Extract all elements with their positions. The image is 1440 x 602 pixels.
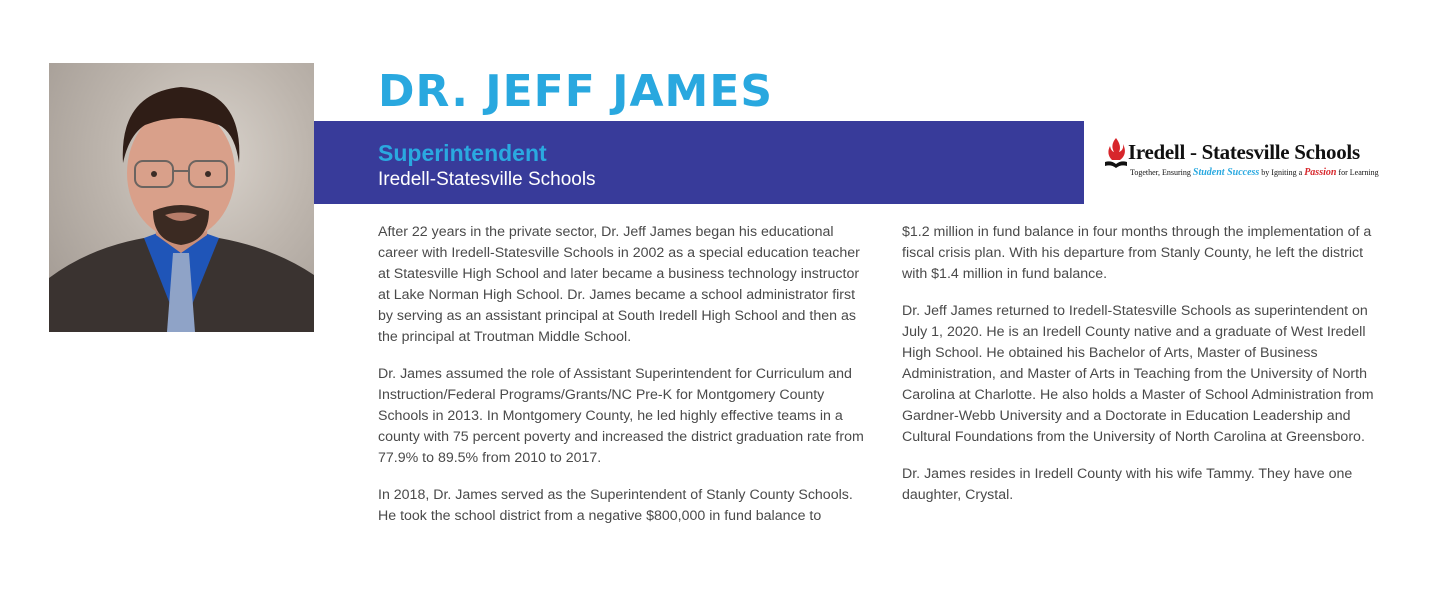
bio-column-right xyxy=(902,222,1382,522)
page-title: DR. JEFF JAMES xyxy=(378,66,774,117)
bio-paragraph: Dr. James assumed the role of Assistant Superintendent for Curriculum and Instruction/Federal Programs/Grants/NC Pre-K for Montgomery County Schools in 2013. In Montgomery County, he led highly effective teams in a county with 75 percent poverty and increased the district graduation rate from 77.9% to 89.5% from 2010 to 2017. xyxy=(378,366,864,466)
organization-name: Iredell-Statesville Schools xyxy=(378,169,596,190)
bio-column-left xyxy=(378,222,870,543)
bio-paragraph: $1.2 million in fund balance in four months through the implementation of a fiscal crisis plan. With his departure from Stanly County, he left the district with $1.4 million in fund balance. xyxy=(902,224,1372,282)
portrait-photo xyxy=(49,63,314,332)
logo-tagline: Together, Ensuring Student Success by Igniting a Passion for Learning xyxy=(1130,167,1379,178)
role-title: Superintendent xyxy=(378,140,547,166)
district-logo xyxy=(1104,136,1379,182)
flame-book-icon xyxy=(1104,136,1128,170)
bio-paragraph: In 2018, Dr. James served as the Superintendent of Stanly County Schools. He took the school district from a negative $800,000 in fund balance to xyxy=(378,487,853,524)
bio-paragraph: After 22 years in the private sector, Dr. Jeff James began his educational career with Iredell-Statesville Schools in 2002 as a special education teacher at Statesville High School and later became a business technology instructor at Lake Norman High School. Dr. James became a school administrator first by serving as an assistant principal at South Iredell High School and then as the principal at Troutman Middle School. xyxy=(378,224,860,345)
logo-wordmark: Iredell - Statesville Schools xyxy=(1128,140,1360,164)
bio-paragraph: Dr. Jeff James returned to Iredell-Statesville Schools as superintendent on July 1, 2020. He is an Iredell County native and a graduate of West Iredell High School. He obtained his Bachelor of Arts, Master of Business Administration, and Master of Arts in Teaching from the University of North Carolina at Charlotte. He also holds a Master of School Administration from Gardner-Webb University and a Doctorate in Education Leadership and Cultural Foundations from the University of North Carolina at Greensboro. xyxy=(902,303,1374,445)
bio-paragraph: Dr. James resides in Iredell County with his wife Tammy. They have one daughter, Crystal. xyxy=(902,466,1353,503)
